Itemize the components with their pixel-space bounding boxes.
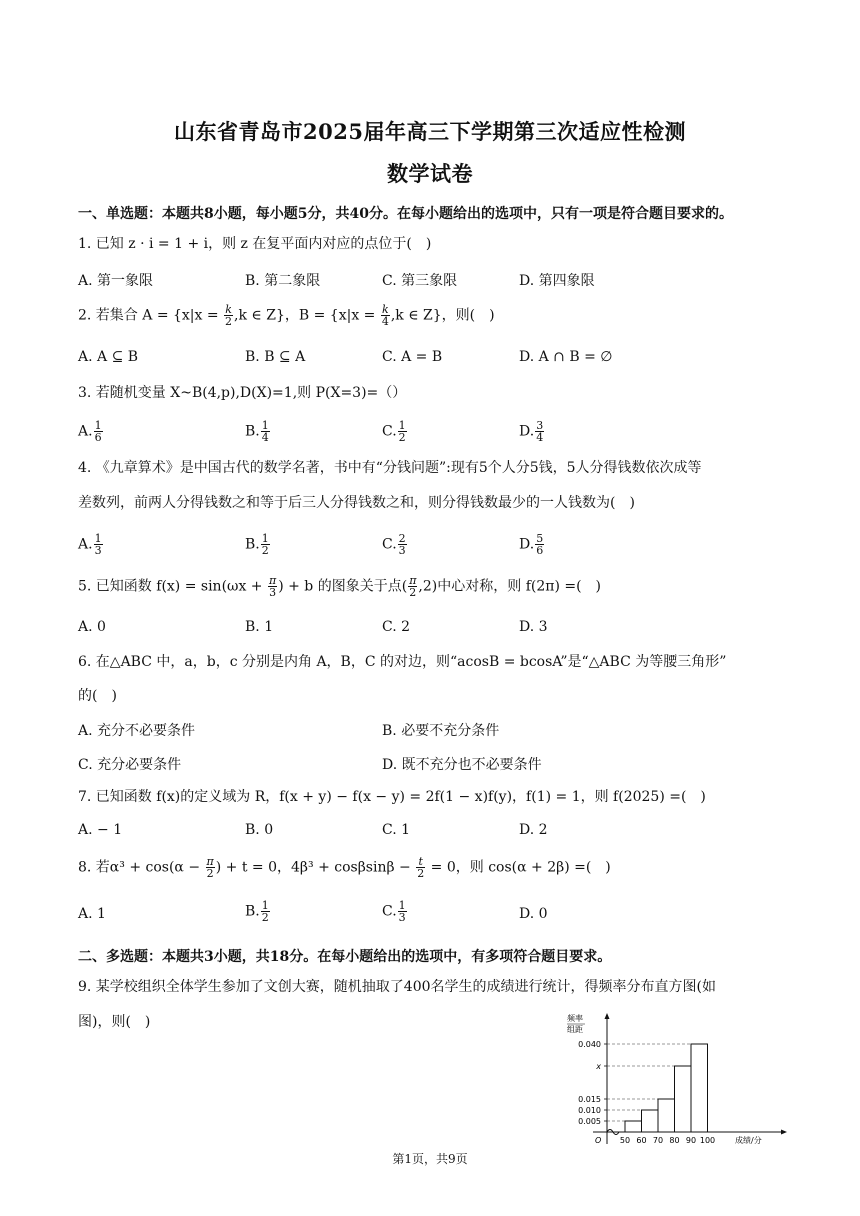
q3-option-b: B. $\frac{1}{4}$ xyxy=(245,419,269,444)
histogram-bar-90-100 xyxy=(691,1044,708,1132)
q2-option-b: B. B ⊆ A xyxy=(245,349,306,365)
section-multi-choice: 二、多选题：本题共3小题，共18分。在每小题给出的选项中，有多项符合题目要求。 xyxy=(78,949,612,965)
y-tick-label-4: 0.005 xyxy=(578,1117,601,1126)
y-tick-label-0: 0.040 xyxy=(578,1040,601,1049)
q2-prefix: 2. 若集合 A = {x|x = xyxy=(78,307,224,324)
q5-frac-1: $\frac{\pi}{3}$ xyxy=(268,574,277,599)
q1-option-d: D. 第四象限 xyxy=(519,273,595,289)
q4-option-c: C. $\frac{2}{3}$ xyxy=(382,532,406,557)
x-tick-label-90: 90 xyxy=(685,1136,697,1145)
y-axis-label-top: 频率 xyxy=(567,1014,583,1023)
x-tick-label-60: 60 xyxy=(636,1136,647,1145)
question-9-line-1: 9. 某学校组织全体学生参加了文创大赛，随机抽取了400名学生的成绩进行统计，得频率分布直方图(如 xyxy=(78,979,716,995)
section-single-choice: 一、单选题：本题共8小题，每小题5分，共40分。在每小题给出的选项中，只有一项是符合题目要求的。 xyxy=(78,206,733,222)
question-1-stem: 1. 已知 z · i = 1 + i，则 z 在复平面内对应的点位于( ) xyxy=(78,236,432,252)
q1-option-a: A. 第一象限 xyxy=(78,273,154,289)
q5-option-d: D. 3 xyxy=(519,619,548,635)
q2-option-c: C. A = B xyxy=(382,349,443,365)
question-4-line-2: 差数列，前两人分得钱数之和等于后三人分得钱数之和，则分得钱数最少的一人钱数为( ) xyxy=(78,495,635,511)
q6-option-c: C. 充分必要条件 xyxy=(78,757,182,773)
q5-frac-2: $\frac{\pi}{2}$ xyxy=(409,574,417,599)
q7-option-c: C. 1 xyxy=(382,822,411,838)
q4-option-b: B. $\frac{1}{2}$ xyxy=(245,532,269,557)
question-6-line-1: 6. 在△ABC 中，a，b，c 分别是内角 A，B，C 的对边，则“acosB = bcosA”是“△ABC 为等腰三角形” xyxy=(78,654,727,670)
histogram-bar-60-70 xyxy=(642,1110,659,1132)
y-tick-label-2: 0.015 xyxy=(578,1095,601,1104)
q4-option-a: A. $\frac{1}{3}$ xyxy=(78,532,102,557)
q2-frac-2: $\frac{k}{4}$ xyxy=(381,303,389,328)
q3-option-a: A. $\frac{1}{6}$ xyxy=(78,419,102,444)
q8-frac-2: $\frac{t}{2}$ xyxy=(417,855,425,880)
q2-suffix: ,k ∈ Z}，则( ) xyxy=(390,307,495,324)
q6-option-b: B. 必要不充分条件 xyxy=(382,723,500,739)
x-axis-label: 成绩/分 xyxy=(735,1136,762,1145)
histogram-bar-70-80 xyxy=(658,1099,675,1132)
q2-option-a: A. A ⊆ B xyxy=(78,349,139,365)
frequency-histogram xyxy=(555,1012,795,1154)
x-tick-label-50: 50 xyxy=(619,1136,631,1145)
q8-option-a: A. 1 xyxy=(78,906,106,922)
q7-option-a: A. − 1 xyxy=(78,822,123,838)
histogram-bar-50-60 xyxy=(625,1121,642,1132)
exam-subtitle: 数学试卷 xyxy=(387,161,473,186)
q6-option-a: A. 充分不必要条件 xyxy=(78,723,196,739)
question-7-stem: 7. 已知函数 f(x)的定义域为 R，f(x + y) − f(x − y) = 2f(1 − x)f(y)，f(1) = 1，则 f(2025) =( ) xyxy=(78,789,706,805)
q3-option-d: D. $\frac{3}{4}$ xyxy=(519,419,544,444)
y-axis-label-bottom: 组距 xyxy=(567,1025,583,1034)
x-tick-label-70: 70 xyxy=(652,1136,664,1145)
q6-option-d: D. 既不充分也不必要条件 xyxy=(382,757,542,773)
y-tick-label-1: x xyxy=(596,1062,601,1071)
q5-option-c: C. 2 xyxy=(382,619,411,635)
q2-option-d: D. A ∩ B = ∅ xyxy=(519,349,613,365)
x-tick-label-100: 100 xyxy=(699,1136,716,1145)
question-5-stem: 5. 已知函数 f(x) = sin(ωx + $\frac{\pi}{3}$ ) + b 的图象关于点( $\frac{\pi}{2}$ ,2)中心对称，则 f(2π) =( ) xyxy=(78,574,602,599)
question-8-stem: 8. 若α³ + cos(α − $\frac{\pi}{2}$ ) + t = 0，4β³ + cosβsinβ − $\frac{t}{2}$ = 0，则 cos(α + 2β) =( ) xyxy=(78,855,611,880)
question-4-line-1: 4. 《九章算术》是中国古代的数学名著，书中有“分钱问题”:现有5个人分5钱，5人分得钱数依次成等 xyxy=(78,460,702,476)
origin-label: O xyxy=(595,1136,602,1145)
exam-title: 山东省青岛市2025届年高三下学期第三次适应性检测 xyxy=(174,119,686,144)
q8-frac-1: $\frac{\pi}{2}$ xyxy=(206,855,214,880)
histogram-bar-80-90 xyxy=(675,1066,692,1132)
q4-option-d: D. $\frac{5}{6}$ xyxy=(519,532,544,557)
q8-option-c: C. $\frac{1}{3}$ xyxy=(382,899,406,924)
q2-mid: ,k ∈ Z}，B = {x|x = xyxy=(234,307,380,324)
question-6-line-2: 的( ) xyxy=(78,688,117,704)
question-2-stem xyxy=(78,304,790,327)
question-9-line-2: 图)，则( ) xyxy=(78,1014,151,1030)
q2-frac-1: $\frac{k}{2}$ xyxy=(225,303,233,328)
q7-option-d: D. 2 xyxy=(519,822,548,838)
y-tick-label-3: 0.010 xyxy=(578,1106,601,1115)
q5-option-a: A. 0 xyxy=(78,619,106,635)
q3-option-c: C. $\frac{1}{2}$ xyxy=(382,419,406,444)
q7-option-b: B. 0 xyxy=(245,822,274,838)
page-footer: 第1页，共9页 xyxy=(392,1152,468,1166)
q8-option-d: D. 0 xyxy=(519,906,548,922)
q5-option-b: B. 1 xyxy=(245,619,274,635)
q8-option-b: B. $\frac{1}{2}$ xyxy=(245,899,269,924)
question-3-stem: 3. 若随机变量 X~B(4,p),D(X)=1,则 P(X=3)=（） xyxy=(78,385,407,401)
q1-option-c: C. 第三象限 xyxy=(382,273,458,289)
x-tick-label-80: 80 xyxy=(669,1136,680,1145)
q1-option-b: B. 第二象限 xyxy=(245,273,321,289)
